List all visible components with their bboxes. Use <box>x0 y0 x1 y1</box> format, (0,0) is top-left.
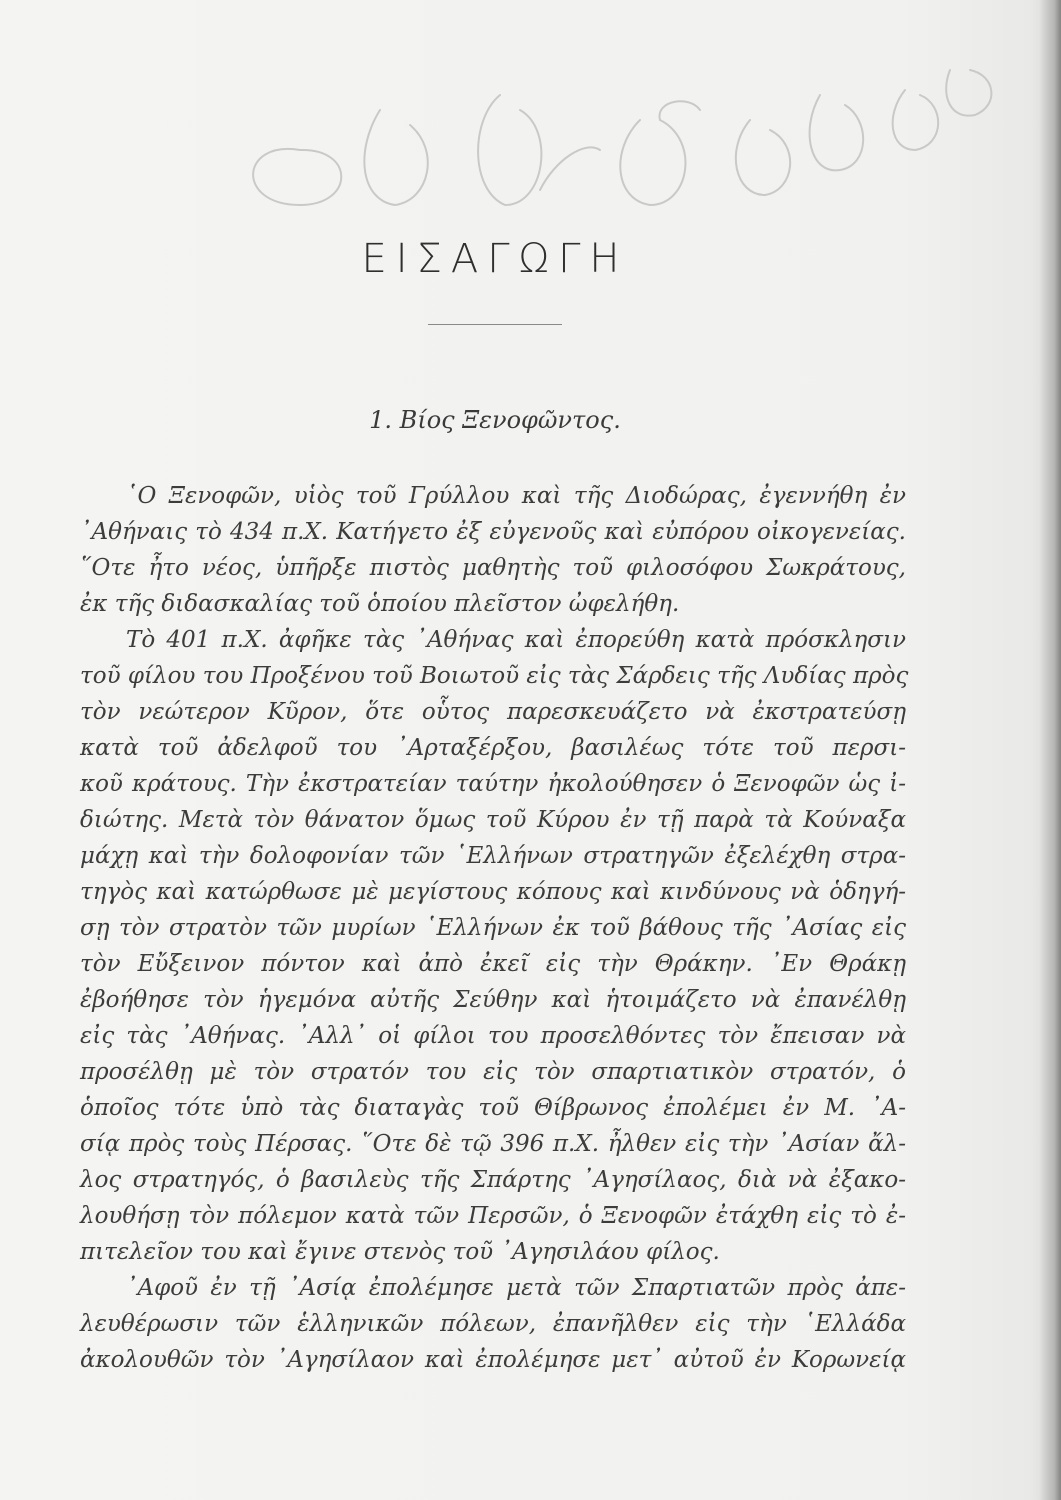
text-line: ῾Ο Ξενοφῶν, υἱὸς τοῦ Γρύλλου καὶ τῆς Διοδώρας, ἐγεννήθη ἐν <box>126 483 906 509</box>
text-line: σίᾳ πρὸς τοὺς Πέρσας. ῞Οτε δὲ τῷ 396 π.Χ. ἦλθεν εἰς τὴν ᾿Ασίαν ἄλ- <box>80 1131 906 1157</box>
text-line: Τὸ 401 π.Χ. ἀφῆκε τὰς ᾿Αθήνας καὶ ἐπορεύθη κατὰ πρόσκλησιν <box>126 627 906 653</box>
text-line: ἐκ τῆς διδασκαλίας τοῦ ὁποίου πλεῖστον ὠφελήθη. <box>80 591 680 617</box>
text-line: ἀκολουθῶν τὸν ᾿Αγησίλαον καὶ ἐπολέμησε μετ᾿ αὐτοῦ ἐν Κορωνείᾳ <box>80 1347 906 1373</box>
title-divider <box>428 324 562 325</box>
text-line: ῞Οτε ἦτο νέος, ὑπῆρξε πιστὸς μαθητὴς τοῦ φιλοσόφου Σωκράτους, <box>80 555 906 581</box>
text-line: σῃ τὸν στρατὸν τῶν μυρίων ῾Ελλήνων ἐκ τοῦ βάθους τῆς ᾿Ασίας εἰς <box>80 915 906 941</box>
text-line: λευθέρωσιν τῶν ἑλληνικῶν πόλεων, ἐπανῆλθεν εἰς τὴν ῾Ελλάδα <box>80 1311 906 1337</box>
text-line: διώτης. Μετὰ τὸν θάνατον ὅμως τοῦ Κύρου ἐν τῇ παρὰ τὰ Κούναξα <box>80 807 906 833</box>
body-text <box>80 478 909 1378</box>
text-line: κατὰ τοῦ ἀδελφοῦ του ᾿Αρταξέρξου, βασιλέως τότε τοῦ περσι- <box>80 735 906 761</box>
text-line: εἰς τὰς ᾿Αθήνας. ᾿Αλλ᾿ οἱ φίλοι του προσελθόντες τὸν ἔπεισαν νὰ <box>80 1023 906 1049</box>
page-title: ΕΙΣΑΓΩΓΗ <box>361 236 629 282</box>
text-line: τηγὸς καὶ κατώρθωσε μὲ μεγίστους κόπους καὶ κινδύνους νὰ ὁδηγή- <box>80 879 906 905</box>
text-line: λουθήσῃ τὸν πόλεμον κατὰ τῶν Περσῶν, ὁ Ξενοφῶν ἐτάχθη εἰς τὸ ἐ- <box>80 1203 906 1229</box>
text-line: ὁποῖος τότε ὑπὸ τὰς διαταγὰς τοῦ Θίβρωνος ἐπολέμει ἐν Μ. ᾿Α- <box>80 1095 906 1121</box>
text-line: τοῦ φίλου του Προξένου τοῦ Βοιωτοῦ εἰς τὰς Σάρδεις τῆς Λυδίας πρὸς <box>80 663 909 689</box>
page-edge-shadow <box>1039 0 1061 1500</box>
text-line: πιτελεῖον του καὶ ἔγινε στενὸς τοῦ ᾿Αγησιλάου φίλος. <box>80 1239 720 1265</box>
text-line: μάχῃ καὶ τὴν δολοφονίαν τῶν ῾Ελλήνων στρατηγῶν ἐξελέχθη στρα- <box>80 843 906 869</box>
text-line: ἐβοήθησε τὸν ἡγεμόνα αὐτῆς Σεύθην καὶ ἡτοιμάζετο νὰ ἐπανέλθῃ <box>80 987 906 1013</box>
text-line: τὸν Εὔξεινον πόντον καὶ ἀπὸ ἐκεῖ εἰς τὴν Θράκην. ᾿Εν Θράκῃ <box>80 951 906 977</box>
text-line: λος στρατηγός, ὁ βασιλεὺς τῆς Σπάρτης ᾿Αγησίλαος, διὰ νὰ ἐξακο- <box>80 1167 906 1193</box>
section-heading: 1. Βίος Ξενοφῶντος. <box>369 406 621 434</box>
text-line: ᾿Αθήναις τὸ 434 π.Χ. Κατήγετο ἐξ εὐγενοῦς καὶ εὐπόρου οἰκογενείας. <box>80 519 906 545</box>
text-line: ᾿Αφοῦ ἐν τῇ ᾿Ασίᾳ ἐπολέμησε μετὰ τῶν Σπαρτιατῶν πρὸς ἀπε- <box>126 1275 906 1301</box>
text-line: κοῦ κράτους. Τὴν ἐκστρατείαν ταύτην ἠκολούθησεν ὁ Ξενοφῶν ὡς ἰ- <box>80 771 906 797</box>
text-line: προσέλθῃ μὲ τὸν στρατόν του εἰς τὸν σπαρτιατικὸν στρατόν, ὁ <box>80 1059 906 1085</box>
text-line: τὸν νεώτερον Κῦρον, ὅτε οὗτος παρεσκευάζετο νὰ ἐκστρατεύσῃ <box>80 699 906 725</box>
